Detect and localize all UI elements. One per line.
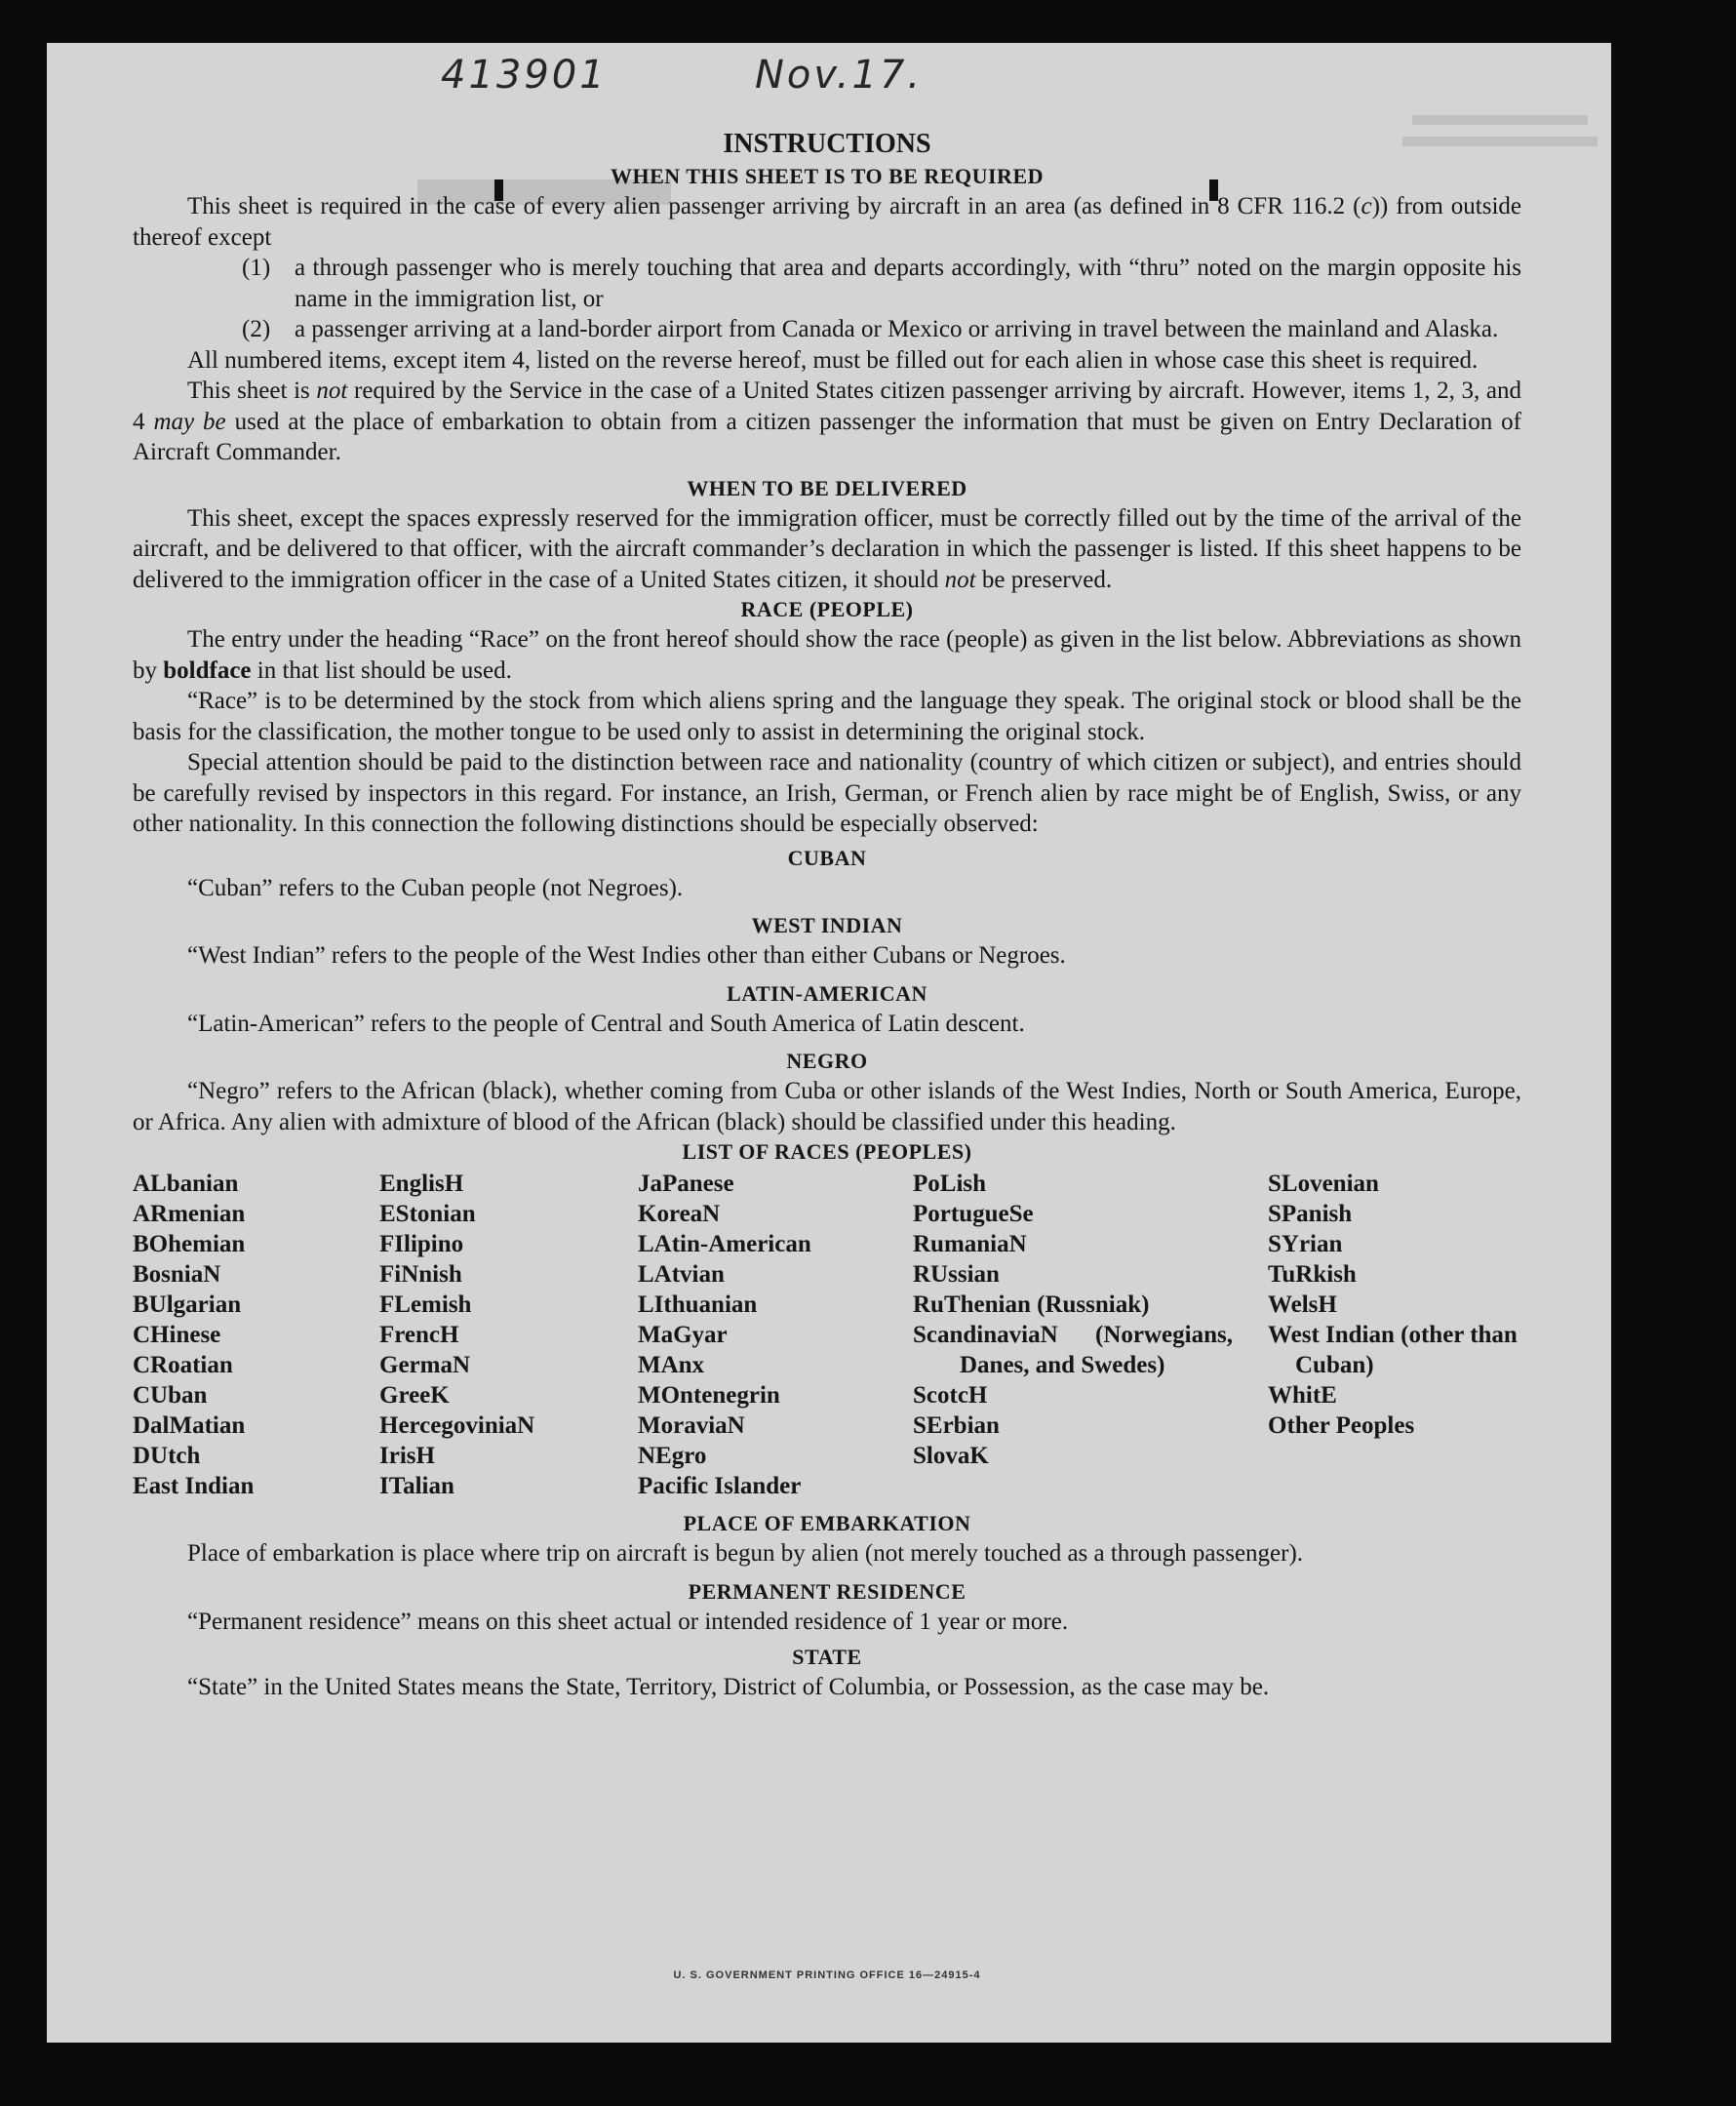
race-entry: RuThenian (Russniak) — [913, 1291, 1150, 1318]
race-entry: PortugueSe — [913, 1201, 1034, 1227]
section-heading-west-indian: WEST INDIAN — [751, 913, 903, 937]
race-entry: SLovenian — [1268, 1171, 1379, 1197]
race-entry — [1268, 1320, 1521, 1380]
paragraph-requirement: This sheet is required in the case of every alien passenger arriving by aircraft in an area (as defined in 8 CFR 116.2 (c)) from outside thereof except — [133, 193, 1521, 251]
section-heading-list-of-races: LIST OF RACES (PEOPLES) — [682, 1139, 972, 1164]
race-entry: WhitE — [1268, 1382, 1337, 1409]
race-entry: ALbanian — [133, 1171, 239, 1197]
section-heading-when-delivered: WHEN TO BE DELIVERED — [687, 475, 967, 500]
race-entry: SlovaK — [913, 1443, 989, 1469]
item-number: (1) — [242, 255, 271, 281]
race-entry: FiNnish — [379, 1261, 462, 1288]
instructions-body — [133, 127, 1522, 1981]
race-entry: CHinese — [133, 1322, 221, 1348]
race-column-5 — [1268, 1169, 1521, 1501]
list-item — [242, 314, 1521, 345]
race-entry: MoraviaN — [638, 1412, 745, 1439]
item-text: a passenger arriving at a land-border airport from Canada or Mexico or arriving in travel between the mainland and Alaska. — [295, 316, 1499, 342]
paragraph-citizen: This sheet is not required by the Service in the case of a United States citizen passenger arriving by aircraft. However, items 1, 2, 3, and 4 may be used at the place of embarkation to obtain from a citizen passenger the information that must be given on Entry Declaration of Aircraft Commander. — [133, 377, 1522, 465]
race-entry: KoreaN — [638, 1201, 721, 1227]
race-entry: NEgro — [638, 1443, 707, 1469]
paragraph-west-indian: “West Indian” refers to the people of the West Indies other than either Cubans or Negroes. — [187, 942, 1066, 969]
race-entry: JaPanese — [638, 1171, 734, 1197]
race-entry: Pacific Islander — [638, 1473, 802, 1499]
handwritten-number: 413901 — [441, 53, 608, 98]
race-entry: ARmenian — [133, 1201, 246, 1227]
race-entry: CRoatian — [133, 1352, 233, 1378]
section-heading-when-required: WHEN THIS SHEET IS TO BE REQUIRED — [610, 164, 1045, 188]
race-entry: ScotcH — [913, 1382, 988, 1409]
paragraph-embarkation: Place of embarkation is place where trip on aircraft is begun by alien (not merely touched as a through passenger). — [187, 1540, 1304, 1567]
paragraph-residence: “Permanent residence” means on this sheet actual or intended residence of 1 year or more. — [187, 1608, 1069, 1635]
race-entry: GreeK — [379, 1382, 450, 1409]
document-page — [47, 43, 1611, 2043]
race-entry: RUssian — [913, 1261, 1000, 1288]
race-entry: FLemish — [379, 1291, 472, 1318]
race-entry: HercegoviniaN — [379, 1412, 535, 1439]
list-item — [242, 253, 1521, 314]
paragraph-numbered-items: All numbered items, except item 4, listed on the reverse hereof, must be filled out for each alien in whose case this sheet is required. — [187, 346, 1479, 374]
race-entry: East Indian — [133, 1473, 255, 1499]
race-entry: LAtin-American — [638, 1231, 811, 1257]
race-entry: BUlgarian — [133, 1291, 242, 1318]
race-column-3 — [638, 1169, 913, 1501]
race-entry: Other Peoples — [1268, 1412, 1415, 1439]
race-entry: MOntenegrin — [638, 1382, 780, 1409]
race-entry: PoLish — [913, 1171, 987, 1197]
race-column-2 — [379, 1169, 638, 1501]
race-entry: FrencH — [379, 1322, 459, 1348]
race-entry: RumaniaN — [913, 1231, 1027, 1257]
race-entry: MaGyar — [638, 1322, 728, 1348]
race-list-table — [133, 1169, 1521, 1501]
section-heading-embarkation: PLACE OF EMBARKATION — [683, 1511, 971, 1535]
race-entry-west-indian: West Indian (other than Cuban) — [1268, 1322, 1518, 1378]
section-heading-latin-american: LATIN-AMERICAN — [727, 980, 927, 1006]
race-entry: LIthuanian — [638, 1291, 758, 1318]
race-entry: MAnx — [638, 1352, 705, 1378]
race-entry: DUtch — [133, 1443, 201, 1469]
section-heading-residence: PERMANENT RESIDENCE — [688, 1578, 967, 1604]
race-entry: IrisH — [379, 1443, 435, 1469]
race-entry: BOhemian — [133, 1231, 246, 1257]
race-entry: GermaN — [379, 1352, 471, 1378]
race-column-1 — [133, 1169, 379, 1501]
section-heading-state: STATE — [792, 1645, 862, 1669]
race-entry: CUban — [133, 1382, 208, 1409]
race-entry: LAtvian — [638, 1261, 725, 1288]
paragraph-delivery: This sheet, except the spaces expressly reserved for the immigration officer, must be correctly filled out by the time of the arrival of the aircraft, and be delivered to that officer, with the aircraft commander’s declaration in which the passenger is listed. If this sheet happens to be delivered to the immigration officer in the case of a United States citizen, it should not be preserved. — [133, 504, 1521, 593]
race-entry: EnglisH — [379, 1171, 464, 1197]
section-heading-negro: NEGRO — [786, 1049, 868, 1073]
race-entry: DalMatian — [133, 1412, 246, 1439]
item-text: a through passenger who is merely touching that area and departs accordingly, with “thru” noted on the margin opposite his name in the immigration list, or — [295, 255, 1521, 312]
paragraph-race-nationality: Special attention should be paid to the distinction between race and nationality (country of which citizen or subject), and entries should be carefully revised by inspectors in this regard. For instance, an Irish, German, or French alien by race might be of English, Swiss, or any other nationality. In this connection the following distinctions should be especially observed: — [133, 749, 1521, 837]
printer-imprint: U. S. GOVERNMENT PRINTING OFFICE 16—24915-4 — [673, 1969, 981, 1981]
paragraph-cuban: “Cuban” refers to the Cuban people (not Negroes). — [187, 874, 684, 901]
race-entry: EStonian — [379, 1201, 476, 1227]
race-entry-scandinavian: ScandinaviaN (Norwegians, Danes, and Swedes) — [913, 1322, 1233, 1378]
race-entry: BosniaN — [133, 1261, 221, 1288]
page-title: INSTRUCTIONS — [723, 129, 931, 159]
race-entry: SErbian — [913, 1412, 1000, 1439]
section-heading-race: RACE (PEOPLE) — [740, 597, 914, 621]
race-entry: FIlipino — [379, 1231, 464, 1257]
race-entry: SPanish — [1268, 1201, 1353, 1227]
race-entry: WelsH — [1268, 1291, 1337, 1318]
race-entry: SYrian — [1268, 1231, 1343, 1257]
paragraph-race-definition: “Race” is to be determined by the stock from which aliens spring and the language they speak. The original stock or blood shall be the basis for the classification, the mother tongue to be used only to assist in determining the original stock. — [133, 688, 1521, 745]
race-column-4 — [913, 1169, 1268, 1501]
paragraph-state: “State” in the United States means the State, Territory, District of Columbia, or Possession, as the case may be. — [187, 1674, 1270, 1700]
race-entry: TuRkish — [1268, 1261, 1357, 1288]
paragraph-negro: “Negro” refers to the African (black), whether coming from Cuba or other islands of the West Indies, North or South America, Europe, or Africa. Any alien with admixture of blood of the African (black) should be classified under this heading. — [133, 1078, 1521, 1135]
race-entry: ITalian — [379, 1473, 454, 1499]
section-heading-cuban: CUBAN — [787, 845, 867, 870]
item-number: (2) — [242, 316, 271, 342]
race-entry — [913, 1320, 1268, 1380]
paragraph-race-entry: The entry under the heading “Race” on the front hereof should show the race (people) as given in the list below. Abbreviations as shown by boldface in that list should be used. — [133, 626, 1521, 684]
paragraph-latin-american: “Latin-American” refers to the people of Central and South America of Latin descent. — [187, 1010, 1025, 1037]
handwritten-date: Nov.17. — [755, 53, 924, 98]
show-through — [1412, 115, 1588, 125]
